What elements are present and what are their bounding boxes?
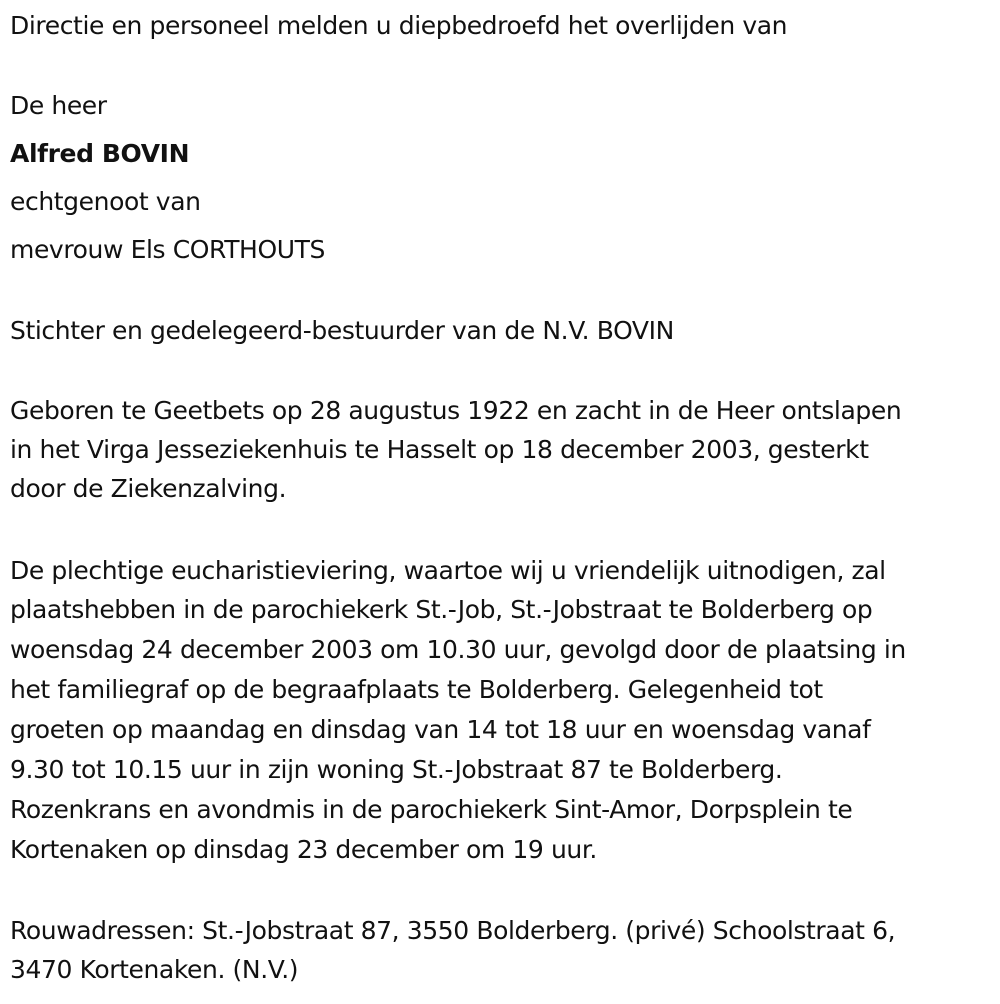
spouse-name: mevrouw Els CORTHOUTS: [10, 235, 325, 264]
honorific: De heer: [10, 91, 107, 120]
role-text: Stichter en gedelegeerd-bestuurder van de N.V. BOVIN: [10, 316, 674, 345]
address-line: 3470 Kortenaken. (N.V.): [10, 955, 299, 984]
birth-death-line: door de Ziekenzalving.: [10, 474, 287, 503]
ceremony-line: groeten op maandag en dinsdag van 14 tot 18 uur en woensdag vanaf: [10, 715, 871, 744]
ceremony-line: plaatshebben in de parochiekerk St.-Job, St.-Jobstraat te Bolderberg op: [10, 595, 873, 624]
intro-text: Directie en personeel melden u diepbedroefd het overlijden van: [10, 11, 788, 40]
deceased-name: Alfred BOVIN: [10, 139, 190, 168]
ceremony-line: woensdag 24 december 2003 om 10.30 uur, gevolgd door de plaatsing in: [10, 635, 906, 664]
ceremony-line: Rozenkrans en avondmis in de parochiekerk Sint-Amor, Dorpsplein te: [10, 795, 853, 824]
address-line: Rouwadressen: St.-Jobstraat 87, 3550 Bolderberg. (privé) Schoolstraat 6,: [10, 916, 896, 945]
birth-death-line: Geboren te Geetbets op 28 augustus 1922 en zacht in de Heer ontslapen: [10, 396, 902, 425]
relation-text: echtgenoot van: [10, 187, 201, 216]
ceremony-line: De plechtige eucharistieviering, waartoe wij u vriendelijk uitnodigen, zal: [10, 556, 886, 585]
ceremony-line: 9.30 tot 10.15 uur in zijn woning St.-Jobstraat 87 te Bolderberg.: [10, 755, 783, 784]
birth-death-line: in het Virga Jesseziekenhuis te Hasselt op 18 december 2003, gesterkt: [10, 435, 869, 464]
ceremony-line: het familiegraf op de begraafplaats te Bolderberg. Gelegenheid tot: [10, 675, 823, 704]
ceremony-line: Kortenaken op dinsdag 23 december om 19 uur.: [10, 835, 597, 864]
